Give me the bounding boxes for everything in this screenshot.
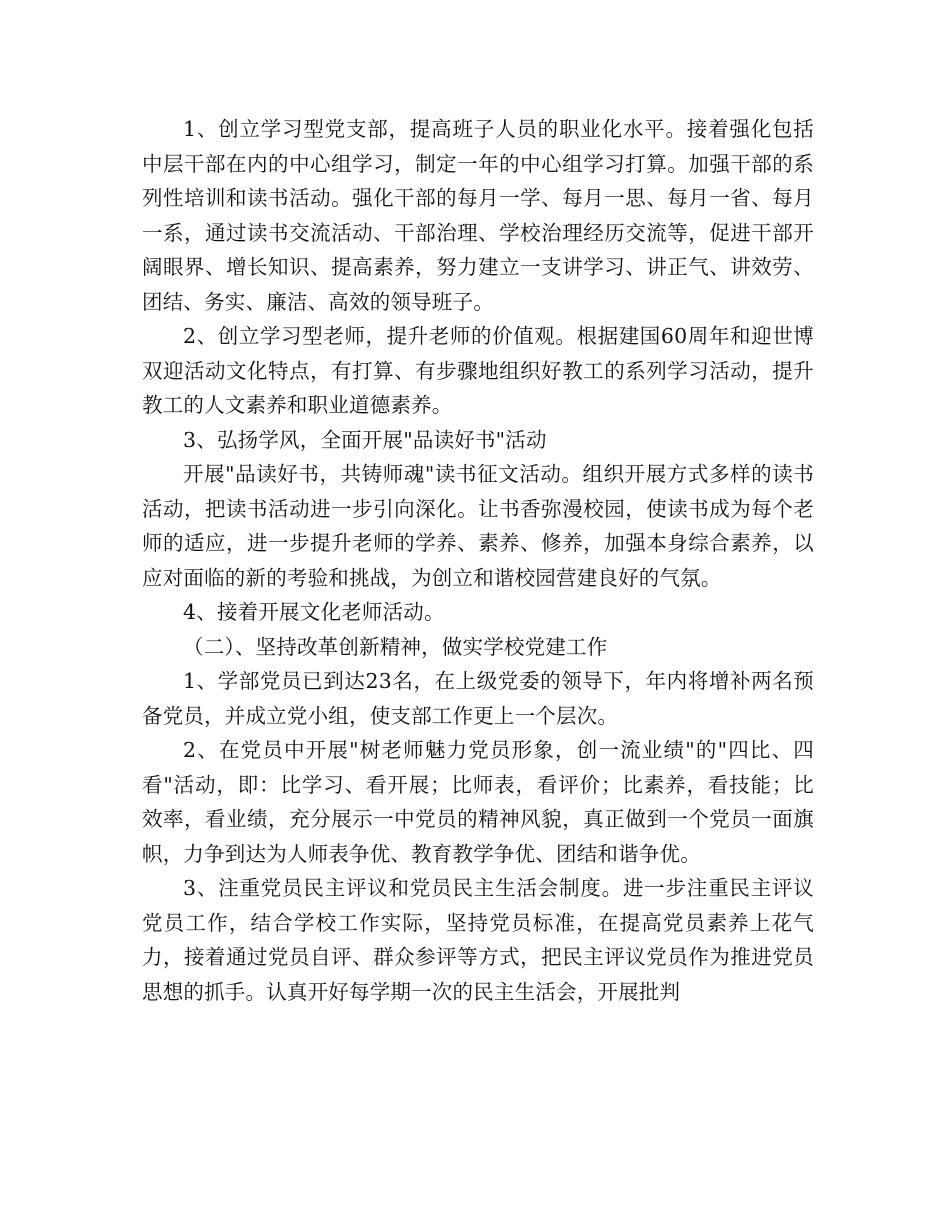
paragraph-study-teacher: 2、创立学习型老师，提升老师的价值观。根据建国60周年和迎世博双迎活动文化特点，有打算、有步骤地组织好教工的系列学习活动，提升教工的人文素养和职业道德素养。 <box>142 324 814 417</box>
paragraph-democratic-review: 3、注重党员民主评议和党员民主生活会制度。进一步注重民主评议党员工作，结合学校工作实际，坚持党员标准，在提高党员素养上花气力，接着通过党员自评、群众参评等方式，把民主评议党员作为推进党员思想的抓手。认真开好每学期一次的民主生活会，开展批判 <box>142 876 814 1004</box>
paragraph-four-compare: 2、在党员中开展"树老师魅力党员形象，创一流业绩"的"四比、四看"活动，即：比学习、看开展；比师表，看评价；比素养，看技能；比效率，看业绩，充分展示一中党员的精神风貌，真正做到一个党员一面旗帜，力争到达为人师表争优、教育教学争优、团结和谐争优。 <box>142 738 814 866</box>
paragraph-reading-activity: 开展"品读好书，共铸师魂"读书征文活动。组织开展方式多样的读书活动，把读书活动进一步引向深化。让书香弥漫校园，使读书成为每个老师的适应，进一步提升老师的学养、素养、修养，加强本身综合素养，以应对面临的新的考验和挑战，为创立和谐校园营建良好的气氛。 <box>142 462 814 590</box>
section-heading-party-building: （二）、坚持改革创新精神，做实学校党建工作 <box>183 634 608 659</box>
paragraph-reading-heading: 3、弘扬学风，全面开展"品读好书"活动 <box>183 427 547 452</box>
document-body <box>142 112 814 1009</box>
paragraph-culture-teacher: 4、接着开展文化老师活动。 <box>183 600 445 624</box>
paragraph-party-members: 1、学部党员已到达23名，在上级党委的领导下，年内将增补两名预备党员，并成立党小组，使支部工作更上一个层次。 <box>142 669 814 728</box>
paragraph-study-branch: 1、创立学习型党支部，提高班子人员的职业化水平。接着强化包括中层干部在内的中心组学习，制定一年的中心组学习打算。加强干部的系列性培训和读书活动。强化干部的每月一学、每月一思、每月一省、每月一系，通过读书交流活动、干部治理、学校治理经历交流等，促进干部开阔眼界、增长知识、提高素养，努力建立一支讲学习、讲正气、讲效劳、团结、务实、廉洁、高效的领导班子。 <box>142 117 814 314</box>
